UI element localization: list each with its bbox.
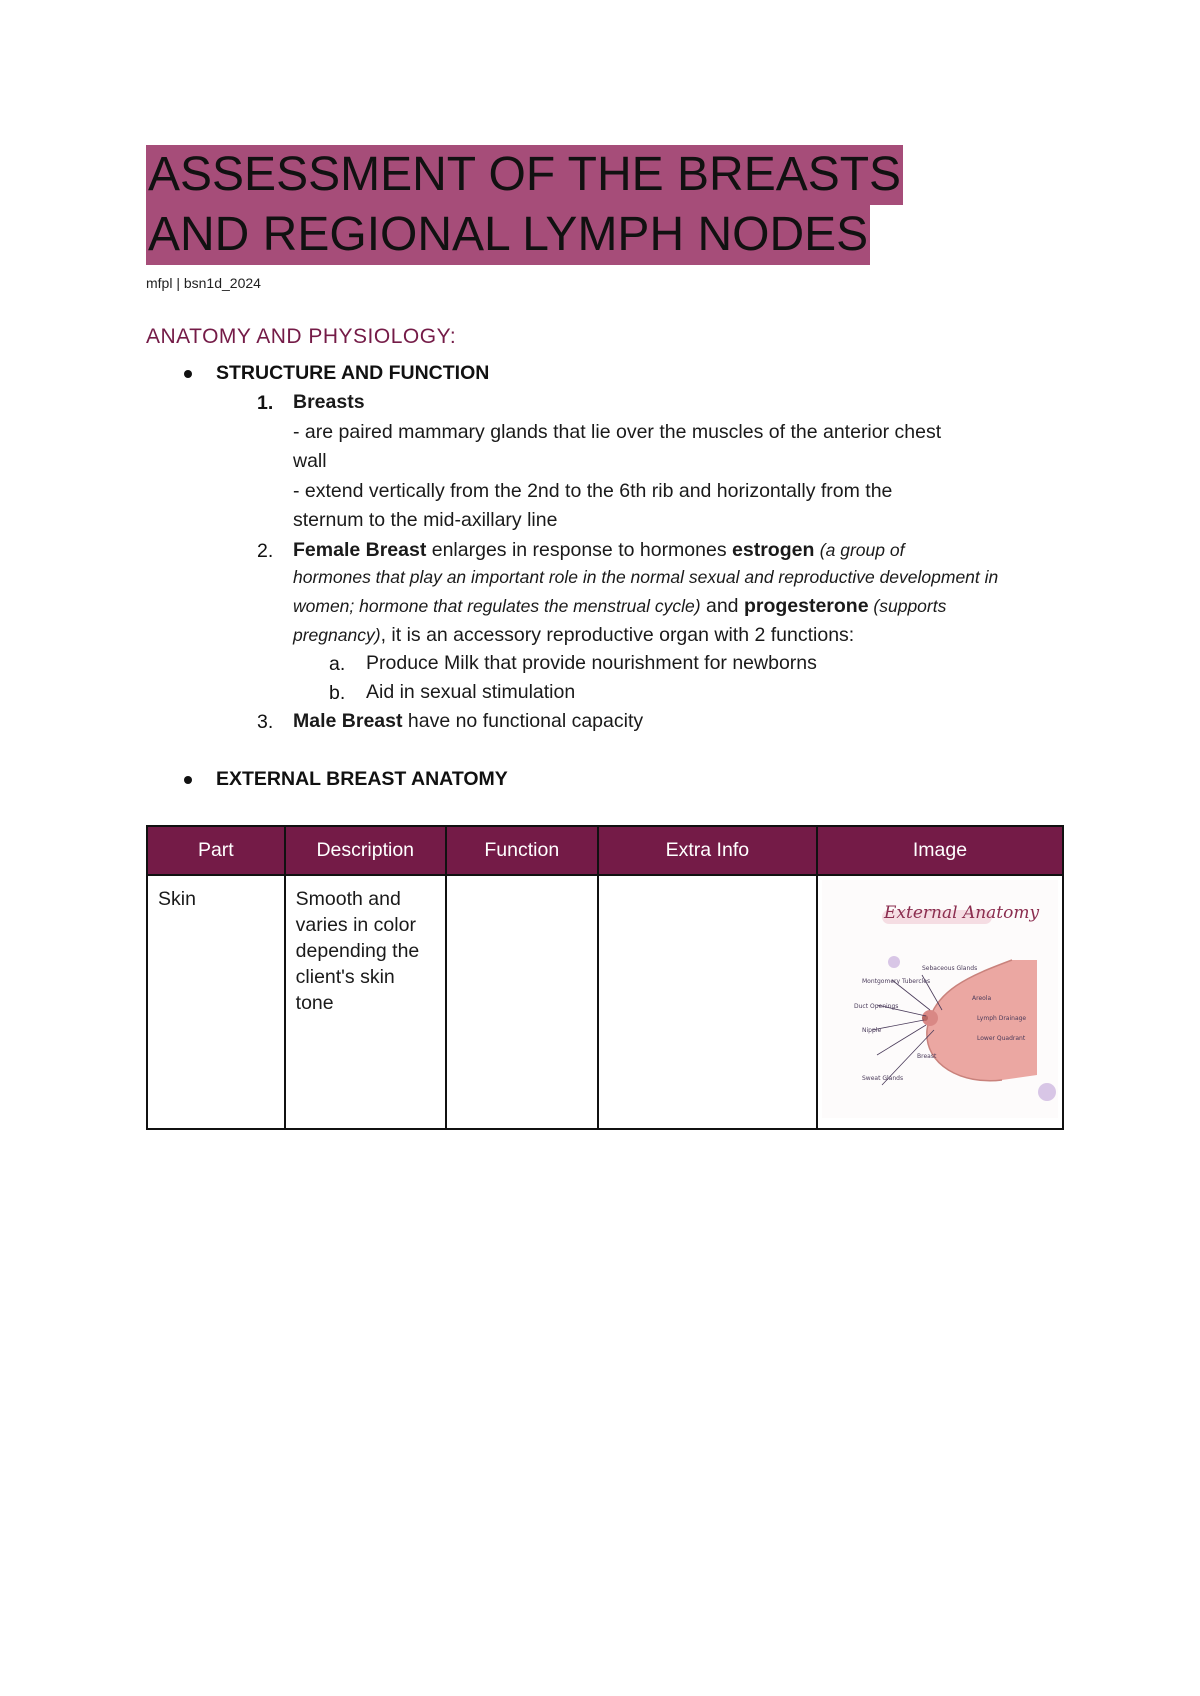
estrogen-note-3: women; hormone that regulates the menstrual cycle) bbox=[293, 596, 701, 616]
breasts-line-2: wall bbox=[293, 450, 327, 472]
estrogen-note-2: hormones that play an important role in the normal sexual and reproductive development in bbox=[293, 567, 999, 587]
label-lymph: Lymph Drainage bbox=[976, 1015, 1027, 1022]
header-part: Part bbox=[147, 826, 285, 875]
breasts-line-1: - are paired mammary glands that lie over the muscles of the anterior chest bbox=[293, 421, 942, 443]
bullet-label: EXTERNAL BREAST ANATOMY bbox=[216, 768, 508, 790]
and-text: and bbox=[700, 595, 744, 617]
title-line-1: ASSESSMENT OF THE BREASTS bbox=[146, 145, 903, 205]
male-breast-line bbox=[293, 707, 643, 736]
bullet-dot-icon bbox=[184, 776, 192, 784]
item-label-male-breast: Male Breast bbox=[293, 710, 403, 732]
male-breast-text: have no functional capacity bbox=[402, 710, 644, 732]
label-duct: Duct Openings bbox=[853, 1003, 899, 1010]
label-sweat: Sweat Glands bbox=[861, 1075, 904, 1082]
female-breast-line-4 bbox=[293, 621, 854, 650]
item-number: 2. bbox=[257, 540, 274, 562]
document-title bbox=[146, 145, 986, 265]
female-text-b: , it is an accessory reproductive organ with 2 functions: bbox=[380, 624, 855, 646]
label-montgomery: Montgomery Tubercles bbox=[861, 978, 931, 985]
breasts-line-3: - extend vertically from the 2nd to the 6th rib and horizontally from the bbox=[293, 480, 893, 502]
label-lower: Lower Quadrant bbox=[976, 1035, 1026, 1042]
cell-description: Smooth and varies in color depending the client's skin tone bbox=[285, 875, 446, 1129]
label-areola: Areola bbox=[971, 995, 992, 1002]
female-text-a: enlarges in response to hormones bbox=[426, 539, 733, 561]
term-estrogen: estrogen bbox=[732, 539, 815, 561]
header-extra-info: Extra Info bbox=[598, 826, 817, 875]
bullet-structure-function bbox=[180, 362, 489, 385]
breast-diagram-illustration bbox=[822, 880, 1058, 1118]
cell-image bbox=[817, 875, 1063, 1129]
label-breast: Breast bbox=[916, 1053, 937, 1060]
sub-letter: a. bbox=[329, 653, 346, 675]
sub-item-stimulation: Aid in sexual stimulation bbox=[366, 681, 576, 703]
estrogen-note-1: (a group of bbox=[819, 540, 905, 560]
item-label-breasts: Breasts bbox=[293, 391, 365, 413]
section-heading: ANATOMY AND PHYSIOLOGY: bbox=[146, 325, 457, 348]
image-title: External Anatomy bbox=[883, 903, 1040, 923]
sub-letter: b. bbox=[329, 682, 346, 704]
female-breast-line-3 bbox=[293, 592, 946, 621]
title-line-2: AND REGIONAL LYMPH NODES bbox=[146, 205, 870, 265]
bullet-external-anatomy bbox=[180, 768, 508, 791]
bullet-label: STRUCTURE AND FUNCTION bbox=[216, 362, 490, 384]
bullet-dot-icon bbox=[184, 370, 192, 378]
cell-function bbox=[446, 875, 598, 1129]
cell-part: Skin bbox=[147, 875, 285, 1129]
term-progesterone: progesterone bbox=[743, 595, 869, 617]
item-number: 3. bbox=[257, 711, 274, 733]
table-row bbox=[147, 875, 1063, 1129]
header-function: Function bbox=[446, 826, 598, 875]
female-breast-line-1 bbox=[293, 536, 904, 565]
item-number: 1. bbox=[257, 392, 274, 414]
item-label-female-breast: Female Breast bbox=[293, 539, 427, 561]
breasts-line-4: sternum to the mid-axillary line bbox=[293, 509, 558, 531]
sub-item-milk: Produce Milk that provide nourishment for newborns bbox=[366, 652, 817, 674]
header-image: Image bbox=[817, 826, 1063, 875]
byline: mfpl | bsn1d_2024 bbox=[146, 275, 261, 291]
label-sebaceous: Sebaceous Glands bbox=[921, 965, 978, 972]
cell-extra-info bbox=[598, 875, 817, 1129]
external-anatomy-image bbox=[822, 880, 1058, 1118]
progesterone-note-2: pregnancy) bbox=[293, 625, 381, 645]
progesterone-note-1: (supports bbox=[868, 596, 947, 616]
header-description: Description bbox=[285, 826, 446, 875]
table-header-row bbox=[147, 826, 1063, 875]
label-nipple: Nipple bbox=[861, 1027, 882, 1034]
external-anatomy-table bbox=[146, 825, 1064, 1130]
